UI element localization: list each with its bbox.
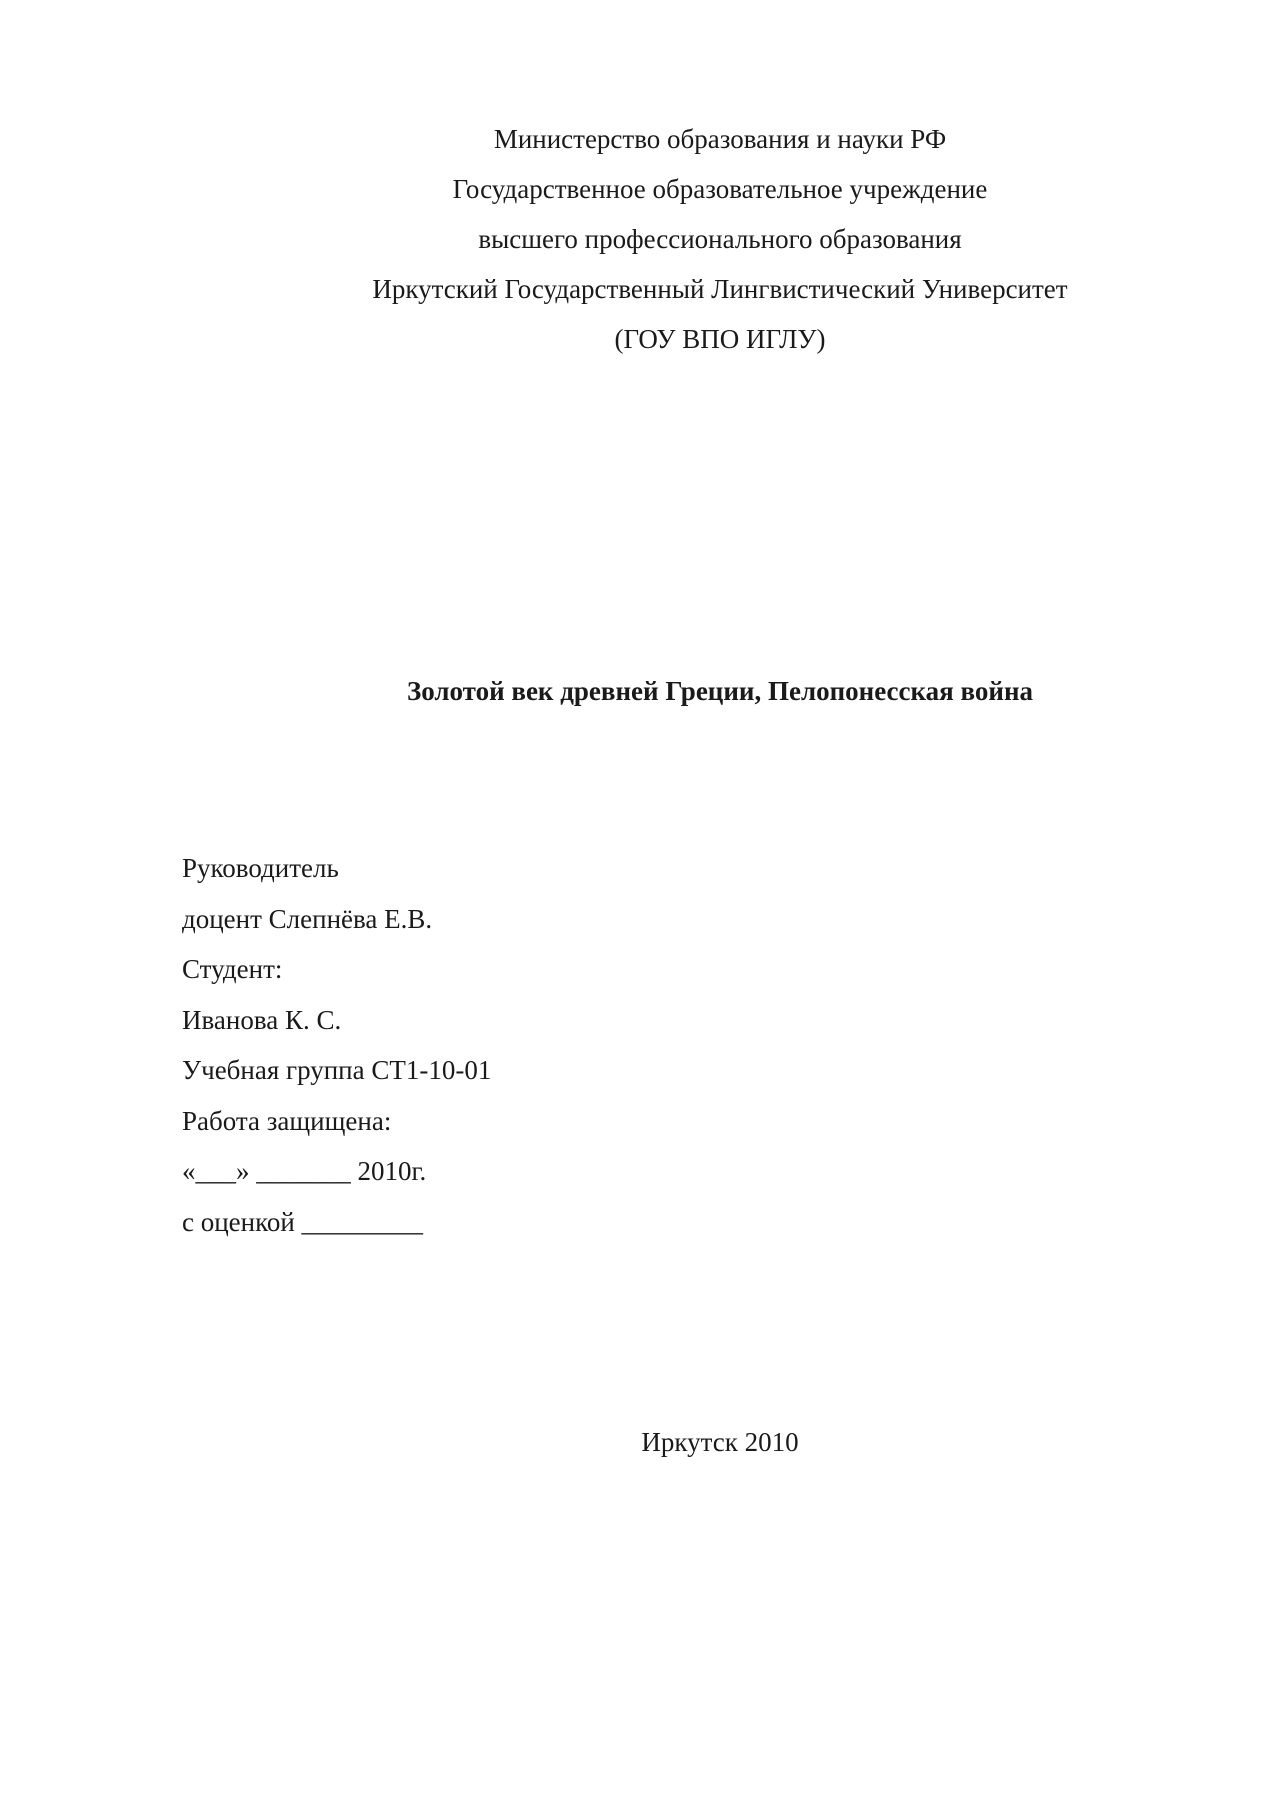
author-info-block xyxy=(182,843,782,1247)
education-level-line: высшего профессионального образования xyxy=(478,224,962,254)
institution-header xyxy=(300,114,1140,364)
document-title: Золотой век древней Греции, Пелопонесская война xyxy=(406,676,1034,706)
study-group: Учебная группа СТ1-10-01 xyxy=(182,1055,492,1085)
institution-type-line: Государственное образовательное учреждение xyxy=(452,174,988,204)
grade-line: с оценкой _________ xyxy=(182,1206,424,1237)
university-name-line: Иркутский Государственный Лингвистический Университет xyxy=(372,274,1068,304)
defense-date-line: «___» _______ 2010г. xyxy=(182,1156,427,1186)
ministry-line: Министерство образования и науки РФ xyxy=(493,124,947,154)
supervisor-label: Руководитель xyxy=(182,853,339,883)
city-year: Иркутск 2010 xyxy=(641,1427,799,1457)
university-abbreviation-line: (ГОУ ВПО ИГЛУ) xyxy=(614,324,826,354)
student-name: Иванова К. С. xyxy=(182,1004,342,1035)
student-label: Студент: xyxy=(182,954,283,984)
supervisor-name: доцент Слепнёва Е.В. xyxy=(182,903,433,934)
defended-label: Работа защищена: xyxy=(182,1105,392,1136)
